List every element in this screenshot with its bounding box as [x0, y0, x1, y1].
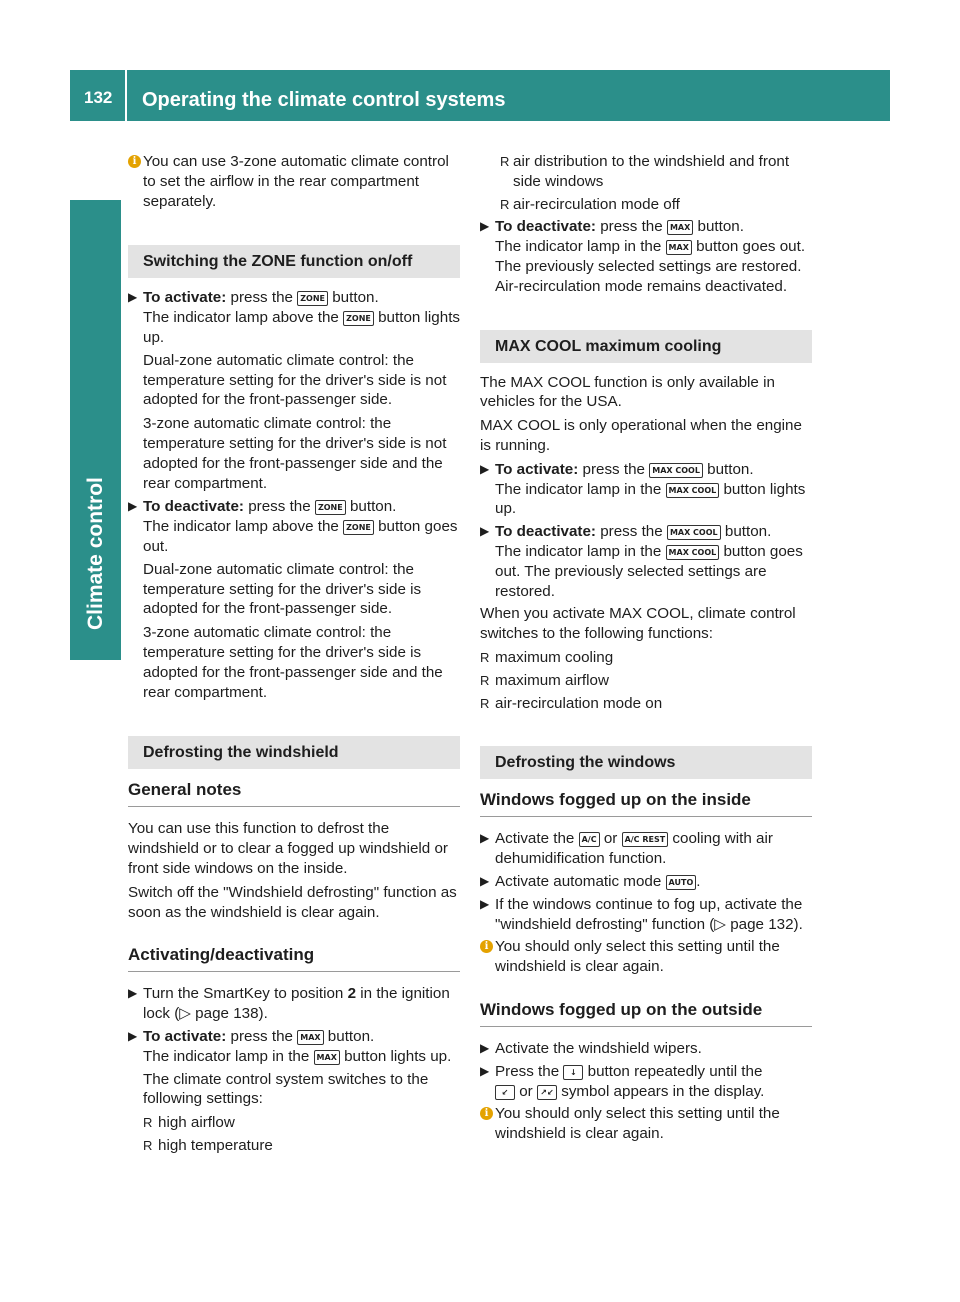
step-arrow-icon: ▶ [480, 461, 490, 476]
section-heading-defrost-windows: Defrosting the windows [480, 746, 812, 779]
step-arrow-icon: ▶ [128, 290, 138, 305]
section-heading-zone: Switching the ZONE function on/off [128, 245, 460, 278]
step-maxcool-activate [480, 460, 812, 519]
text: Activate the [495, 830, 575, 848]
text: high airflow [158, 1114, 235, 1132]
paragraph: MAX COOL is only operational when the engine is running. [480, 417, 802, 454]
page-number: 132 [84, 88, 113, 107]
step-arrow-icon: ▶ [128, 499, 138, 514]
text: button. [697, 218, 744, 236]
list-item [480, 648, 812, 668]
text: high temperature [158, 1136, 273, 1154]
max-cool-button-icon: MAX COOL [649, 463, 703, 478]
text: air-recirculation mode off [513, 195, 680, 213]
step-arrow-icon: ▶ [480, 219, 490, 234]
step-press-airflow [480, 1062, 812, 1102]
max-cool-button-icon: MAX COOL [666, 483, 720, 498]
text: . [696, 872, 701, 890]
text: The indicator lamp in the [143, 1047, 310, 1065]
windshield-footwell-symbol-icon: ↗↙ [537, 1085, 557, 1100]
step-maxcool-deactivate [480, 522, 812, 601]
text: If the windows continue to fog up, activate the "windshield defrosting" function (▷ page 132). [495, 895, 803, 933]
text: button repeatedly until the [587, 1062, 763, 1080]
list-item [128, 1113, 460, 1133]
text: The indicator lamp in the [495, 480, 662, 498]
step-zone-deactivate [128, 497, 460, 556]
text: The indicator lamp in the [495, 542, 662, 560]
bullet-icon: R [143, 1137, 153, 1153]
step-label: To activate: [143, 1027, 227, 1045]
text: maximum airflow [495, 671, 609, 689]
paragraph: Dual-zone automatic climate control: the temperature setting for the driver's side is not adopted for the front-passenger side. [143, 351, 447, 409]
text: air-recirculation mode on [495, 694, 663, 712]
defrost-max-button-icon: MAX [666, 240, 692, 255]
step-windshield-defrost [480, 895, 812, 935]
step-arrow-icon: ▶ [480, 1040, 490, 1055]
bullet-icon: R [480, 649, 490, 665]
info-note [480, 937, 812, 977]
paragraph: You can use this function to defrost the windshield or to clear a fogged up windshield or front side windows on the inside. [128, 820, 448, 877]
text: or [519, 1082, 533, 1100]
ac-rest-button-icon: A/C REST [622, 832, 669, 847]
side-tab-label: Climate control [83, 477, 107, 630]
list-item [480, 671, 812, 691]
subheading-fogged-inside: Windows fogged up on the inside [480, 789, 812, 817]
step-turn-key [128, 984, 460, 1024]
step-arrow-icon: ▶ [480, 831, 490, 846]
text: button lights up. [495, 480, 806, 518]
section-heading-defrost-windshield: Defrosting the windshield [128, 736, 460, 769]
max-cool-button-icon: MAX COOL [667, 525, 721, 540]
text: button. [349, 498, 397, 516]
text: press the [600, 218, 663, 236]
text: press the [230, 1027, 293, 1045]
step-label: To activate: [143, 289, 227, 307]
subheading-general-notes: General notes [128, 779, 460, 807]
bullet-icon: R [500, 154, 510, 169]
step-arrow-icon: ▶ [128, 986, 138, 1001]
paragraph: 3-zone automatic climate control: the temperature setting for the driver's side is not adopted for the front-passenger side and the rear compartment. [143, 415, 447, 492]
text: cooling with air dehumidification function. [495, 830, 773, 868]
text: button lights up. [344, 1047, 452, 1065]
subheading-activating: Activating/deactivating [128, 944, 460, 972]
list-item [480, 152, 812, 192]
text: press the [582, 460, 645, 478]
step-arrow-icon: ▶ [128, 1028, 138, 1043]
step-zone-activate [128, 288, 460, 347]
step-arrow-icon: ▶ [480, 1063, 490, 1078]
defrost-max-button-icon: MAX [297, 1030, 323, 1045]
step-activate-auto [480, 872, 812, 892]
header-divider [125, 70, 127, 121]
defrost-max-button-icon: MAX [667, 220, 693, 235]
text: button goes out. [143, 518, 458, 555]
zone-button-icon: ZONE [343, 520, 374, 535]
text: The indicator lamp above the [143, 309, 339, 327]
text: Activate the windshield wipers. [495, 1039, 702, 1057]
paragraph: 3-zone automatic climate control: the temperature setting for the driver's side is adopted for the front-passenger side and the rear compartment. [143, 624, 443, 701]
paragraph: Switch off the "Windshield defrosting" function as soon as the windshield is clear again. [128, 883, 457, 921]
bullet-icon: R [500, 196, 510, 212]
step-arrow-icon: ▶ [480, 896, 490, 911]
bullet-icon: R [480, 672, 490, 688]
left-column [128, 152, 460, 1159]
paragraph: The MAX COOL function is only available in vehicles for the USA. [480, 373, 775, 411]
text: Turn the SmartKey to position [143, 985, 344, 1003]
bullet-icon: R [480, 695, 490, 711]
right-column [480, 152, 812, 1148]
text: button lights up. [143, 309, 461, 346]
list-item [480, 694, 812, 714]
defrost-max-button-icon: MAX [314, 1050, 340, 1065]
list-item [128, 1136, 460, 1156]
info-icon: i [480, 1107, 493, 1120]
text: or [603, 830, 618, 848]
page-title: Operating the climate control systems [142, 89, 506, 111]
paragraph: When you activate MAX COOL, climate control switches to the following functions: [480, 605, 796, 643]
subheading-fogged-outside: Windows fogged up on the outside [480, 999, 812, 1027]
text: press the [248, 498, 311, 516]
text: symbol appears in the display. [561, 1082, 765, 1100]
list-item [480, 195, 812, 215]
air-distribution-button-icon: ↓ [563, 1065, 583, 1080]
step-label: To activate: [495, 460, 579, 478]
text: button goes out. The previously selected settings are restored. [495, 542, 803, 600]
paragraph: Dual-zone automatic climate control: the temperature setting for the driver's side is adopted for the front-passenger side. [143, 560, 422, 618]
max-cool-button-icon: MAX COOL [666, 545, 720, 560]
zone-button-icon: ZONE [315, 500, 346, 515]
paragraph: The climate control system switches to the following settings: [143, 1070, 429, 1108]
step-arrow-icon: ▶ [480, 524, 490, 539]
text: in the ignition lock (▷ page 138). [143, 985, 450, 1023]
info-text: You should only select this setting until the windshield is clear again. [495, 1105, 780, 1143]
footwell-symbol-icon: ↙ [495, 1085, 515, 1100]
info-note [480, 1104, 812, 1144]
text: Press the [495, 1062, 560, 1080]
bullet-icon: R [143, 1115, 153, 1131]
text: press the [600, 523, 663, 541]
info-text: You should only select this setting until the windshield is clear again. [495, 938, 780, 976]
step-activate-ac [480, 829, 812, 869]
text: button. [327, 1027, 375, 1045]
info-icon: i [480, 940, 493, 953]
step-label: To deactivate: [143, 498, 244, 516]
text: button. [332, 289, 379, 307]
text: button goes out. The previously selected settings are restored. Air-recirculation mode remains deactivated. [495, 238, 806, 295]
step-label: To deactivate: [495, 523, 596, 541]
info-note [128, 152, 460, 211]
text: button. [724, 523, 772, 541]
text: The indicator lamp in the [495, 238, 662, 256]
text: maximum cooling [495, 648, 614, 666]
text: The indicator lamp above the [143, 518, 339, 536]
text: air distribution to the windshield and front side windows [513, 153, 790, 190]
step-activate-wipers [480, 1039, 812, 1059]
text: button. [707, 460, 754, 478]
side-tab-label-box [70, 200, 121, 660]
section-heading-max-cool: MAX COOL maximum cooling [480, 330, 812, 363]
step-arrow-icon: ▶ [480, 873, 490, 888]
text: press the [230, 289, 293, 307]
ac-button-icon: A/C [579, 832, 600, 847]
step-label: To deactivate: [495, 218, 596, 236]
info-icon: i [128, 155, 141, 168]
key-position: 2 [347, 985, 357, 1003]
text: Activate automatic mode [495, 872, 662, 890]
step-defrost-activate [128, 1027, 460, 1067]
zone-button-icon: ZONE [343, 311, 374, 326]
zone-button-icon: ZONE [297, 291, 328, 306]
step-defrost-deactivate [480, 217, 812, 296]
info-text: You can use 3-zone automatic climate control to set the airflow in the rear compartment separately. [143, 153, 449, 210]
auto-button-icon: AUTO [666, 875, 697, 890]
